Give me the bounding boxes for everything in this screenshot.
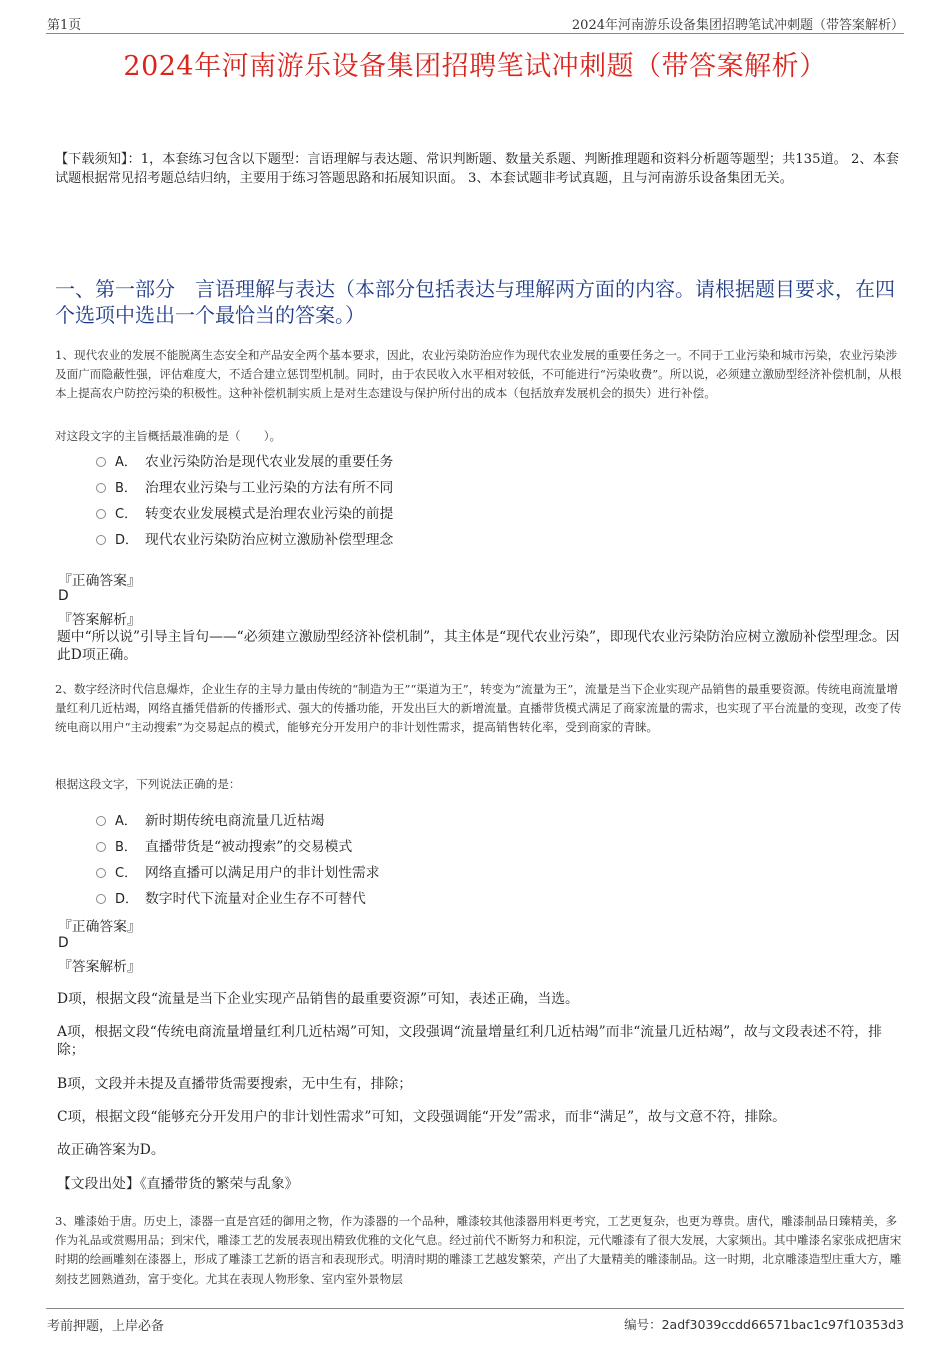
- option-text: 治理农业污染与工业污染的方法有所不同: [145, 480, 394, 496]
- q2-option-a[interactable]: [96, 809, 324, 829]
- radio-icon[interactable]: [96, 816, 106, 826]
- option-letter: A．: [115, 813, 137, 829]
- q2-analysis-b: B项，文段并未提及直播带货需要搜索，无中生有，排除；: [57, 1076, 413, 1092]
- radio-icon[interactable]: [96, 535, 106, 545]
- header-doc-title: 2024年河南游乐设备集团招聘笔试冲刺题（带答案解析）: [571, 18, 904, 33]
- q1-answer-label: 『正确答案』: [58, 573, 141, 589]
- q2-analysis-d: D项，根据文段“流量是当下企业实现产品销售的最重要资源”可知，表述正确，当选。: [57, 991, 579, 1007]
- option-text: 网络直播可以满足用户的非计划性需求: [145, 865, 380, 881]
- q2-source: 【文段出处】《直播带货的繁荣与乱象》: [57, 1176, 299, 1192]
- q2-analysis-label: 『答案解析』: [58, 959, 141, 975]
- question-3-stem: 3、雕漆始于唐。历史上，漆器一直是宫廷的御用之物，作为漆器的一个品种，雕漆较其他漆器用料更考究，工艺更复杂，也更为尊贵。唐代，雕漆制品日臻精美，多作为礼品或赏赐用品；到宋代，雕漆工艺的发展表现出精致优雅的文化气息。经过前代不断努力和积淀，元代雕漆有了很大发展，大家频出。其中雕漆名家张成把唐宋时期的绘画雕刻在漆器上，形成了雕漆工艺新的语言和表现形式。明清时期的雕漆工艺越发繁荣，产出了大量精美的雕漆制品。这一时期，北京雕漆造型庄重大方，雕刻技艺圆熟遒劲，富于变化。尤其在表现人物形象、室内室外景物层: [55, 1214, 902, 1286]
- radio-icon[interactable]: [96, 842, 106, 852]
- radio-icon[interactable]: [96, 509, 106, 519]
- option-text: 数字时代下流量对企业生存不可替代: [145, 891, 366, 907]
- question-2-stem: 2、数字经济时代信息爆炸，企业生存的主导力量由传统的“制造为王”“渠道为王”，转变为“流量为王”，流量是当下企业实现产品销售的最重要资源。传统电商流量增量红利几近枯竭，网络直播凭借新的传播形式、强大的传播功能，开发出巨大的新增流量。直播带货模式满足了商家流量的需求，也实现了平台流量的变现，改变了传统电商以用户“主动搜索”为交易起点的模式，能够充分开发用户的非计划性需求，提高销售转化率，受到商家的青睐。: [55, 682, 902, 735]
- q1-answer: D: [58, 588, 69, 604]
- page-number: 第1页: [47, 18, 82, 33]
- option-letter: D．: [115, 532, 139, 548]
- option-text: 新时期传统电商流量几近枯竭: [145, 813, 325, 829]
- option-letter: A．: [115, 454, 137, 470]
- radio-icon[interactable]: [96, 868, 106, 878]
- page-title: 2024年河南游乐设备集团招聘笔试冲刺题（带答案解析）: [123, 51, 827, 82]
- option-letter: B．: [115, 839, 137, 855]
- q1-option-c[interactable]: [96, 502, 393, 522]
- q2-option-c[interactable]: [96, 861, 380, 881]
- section-heading-part1: 一、第一部分 言语理解与表达（本部分包括表达与理解两方面的内容。请根据题目要求，在四个选项中选出一个最恰当的答案。）: [55, 277, 895, 327]
- option-letter: C．: [115, 865, 138, 881]
- q1-option-a[interactable]: [96, 450, 393, 470]
- q2-answer-label: 『正确答案』: [58, 919, 141, 935]
- q1-analysis: 题中“所以说”引导主旨句——“必须建立激励型经济补偿机制”，其主体是“现代农业污染”，即现代农业污染防治应树立激励补偿型理念。因此D项正确。: [57, 629, 900, 663]
- q2-answer: D: [58, 935, 69, 951]
- q2-option-d[interactable]: [96, 887, 366, 907]
- option-text: 农业污染防治是现代农业发展的重要任务: [145, 454, 394, 470]
- radio-icon[interactable]: [96, 483, 106, 493]
- q1-analysis-label: 『答案解析』: [58, 612, 141, 628]
- option-text: 转变农业发展模式是治理农业污染的前提: [145, 506, 394, 522]
- header-divider: [46, 33, 904, 34]
- option-letter: C．: [115, 506, 138, 522]
- q1-option-d[interactable]: [96, 528, 393, 548]
- question-1-prompt: 对这段文字的主旨概括最准确的是（ ）。: [55, 429, 282, 443]
- q2-analysis-a: A项，根据文段“传统电商流量增量红利几近枯竭”可知，文段强调“流量增量红利几近枯竭”而非“流量几近枯竭”，故与文段表述不符，排除；: [57, 1024, 882, 1058]
- q2-analysis-c: C项，根据文段“能够充分开发用户的非计划性需求”可知，文段强调能“开发”需求，而非“满足”，故与文意不符，排除。: [57, 1109, 786, 1125]
- question-1-stem: 1、现代农业的发展不能脱离生态安全和产品安全两个基本要求，因此，农业污染防治应作为现代农业发展的重要任务之一。不同于工业污染和城市污染，农业污染涉及面广而隐蔽性强，评估难度大，不适合建立惩罚型机制。同时，由于农民收入水平相对较低，不可能进行“污染收费”。所以说，必须建立激励型经济补偿机制，从根本上提高农户防控污染的积极性。这种补偿机制实质上是对生态建设与保护所付出的成本（包括放弃发展机会的损失）进行补偿。: [55, 348, 902, 401]
- option-text: 直播带货是“被动搜索”的交易模式: [145, 839, 353, 855]
- q2-option-b[interactable]: [96, 835, 352, 855]
- radio-icon[interactable]: [96, 457, 106, 467]
- footer-divider: [46, 1308, 904, 1309]
- q1-option-b[interactable]: [96, 476, 393, 496]
- option-letter: B．: [115, 480, 137, 496]
- download-notice: 【下载须知】：1，本套练习包含以下题型：言语理解与表达题、常识判断题、数量关系题、判断推理题和资料分析题等题型；共135道。 2、本套试题根据常见招考题总结归纳，主要用于练习答题思路和拓展知识面。 3、本套试题非考试真题，且与河南游乐设备集团无关。: [55, 152, 899, 186]
- option-text: 现代农业污染防治应树立激励补偿型理念: [145, 532, 394, 548]
- option-letter: D．: [115, 891, 139, 907]
- question-2-prompt: 根据这段文字，下列说法正确的是：: [55, 777, 241, 791]
- q2-analysis-conclusion: 故正确答案为D。: [57, 1142, 165, 1158]
- footer-slogan: 考前押题，上岸必备: [47, 1319, 165, 1334]
- footer-doc-id: 编号：2adf3039ccdd66571bac1c97f10353d3: [624, 1317, 904, 1332]
- radio-icon[interactable]: [96, 894, 106, 904]
